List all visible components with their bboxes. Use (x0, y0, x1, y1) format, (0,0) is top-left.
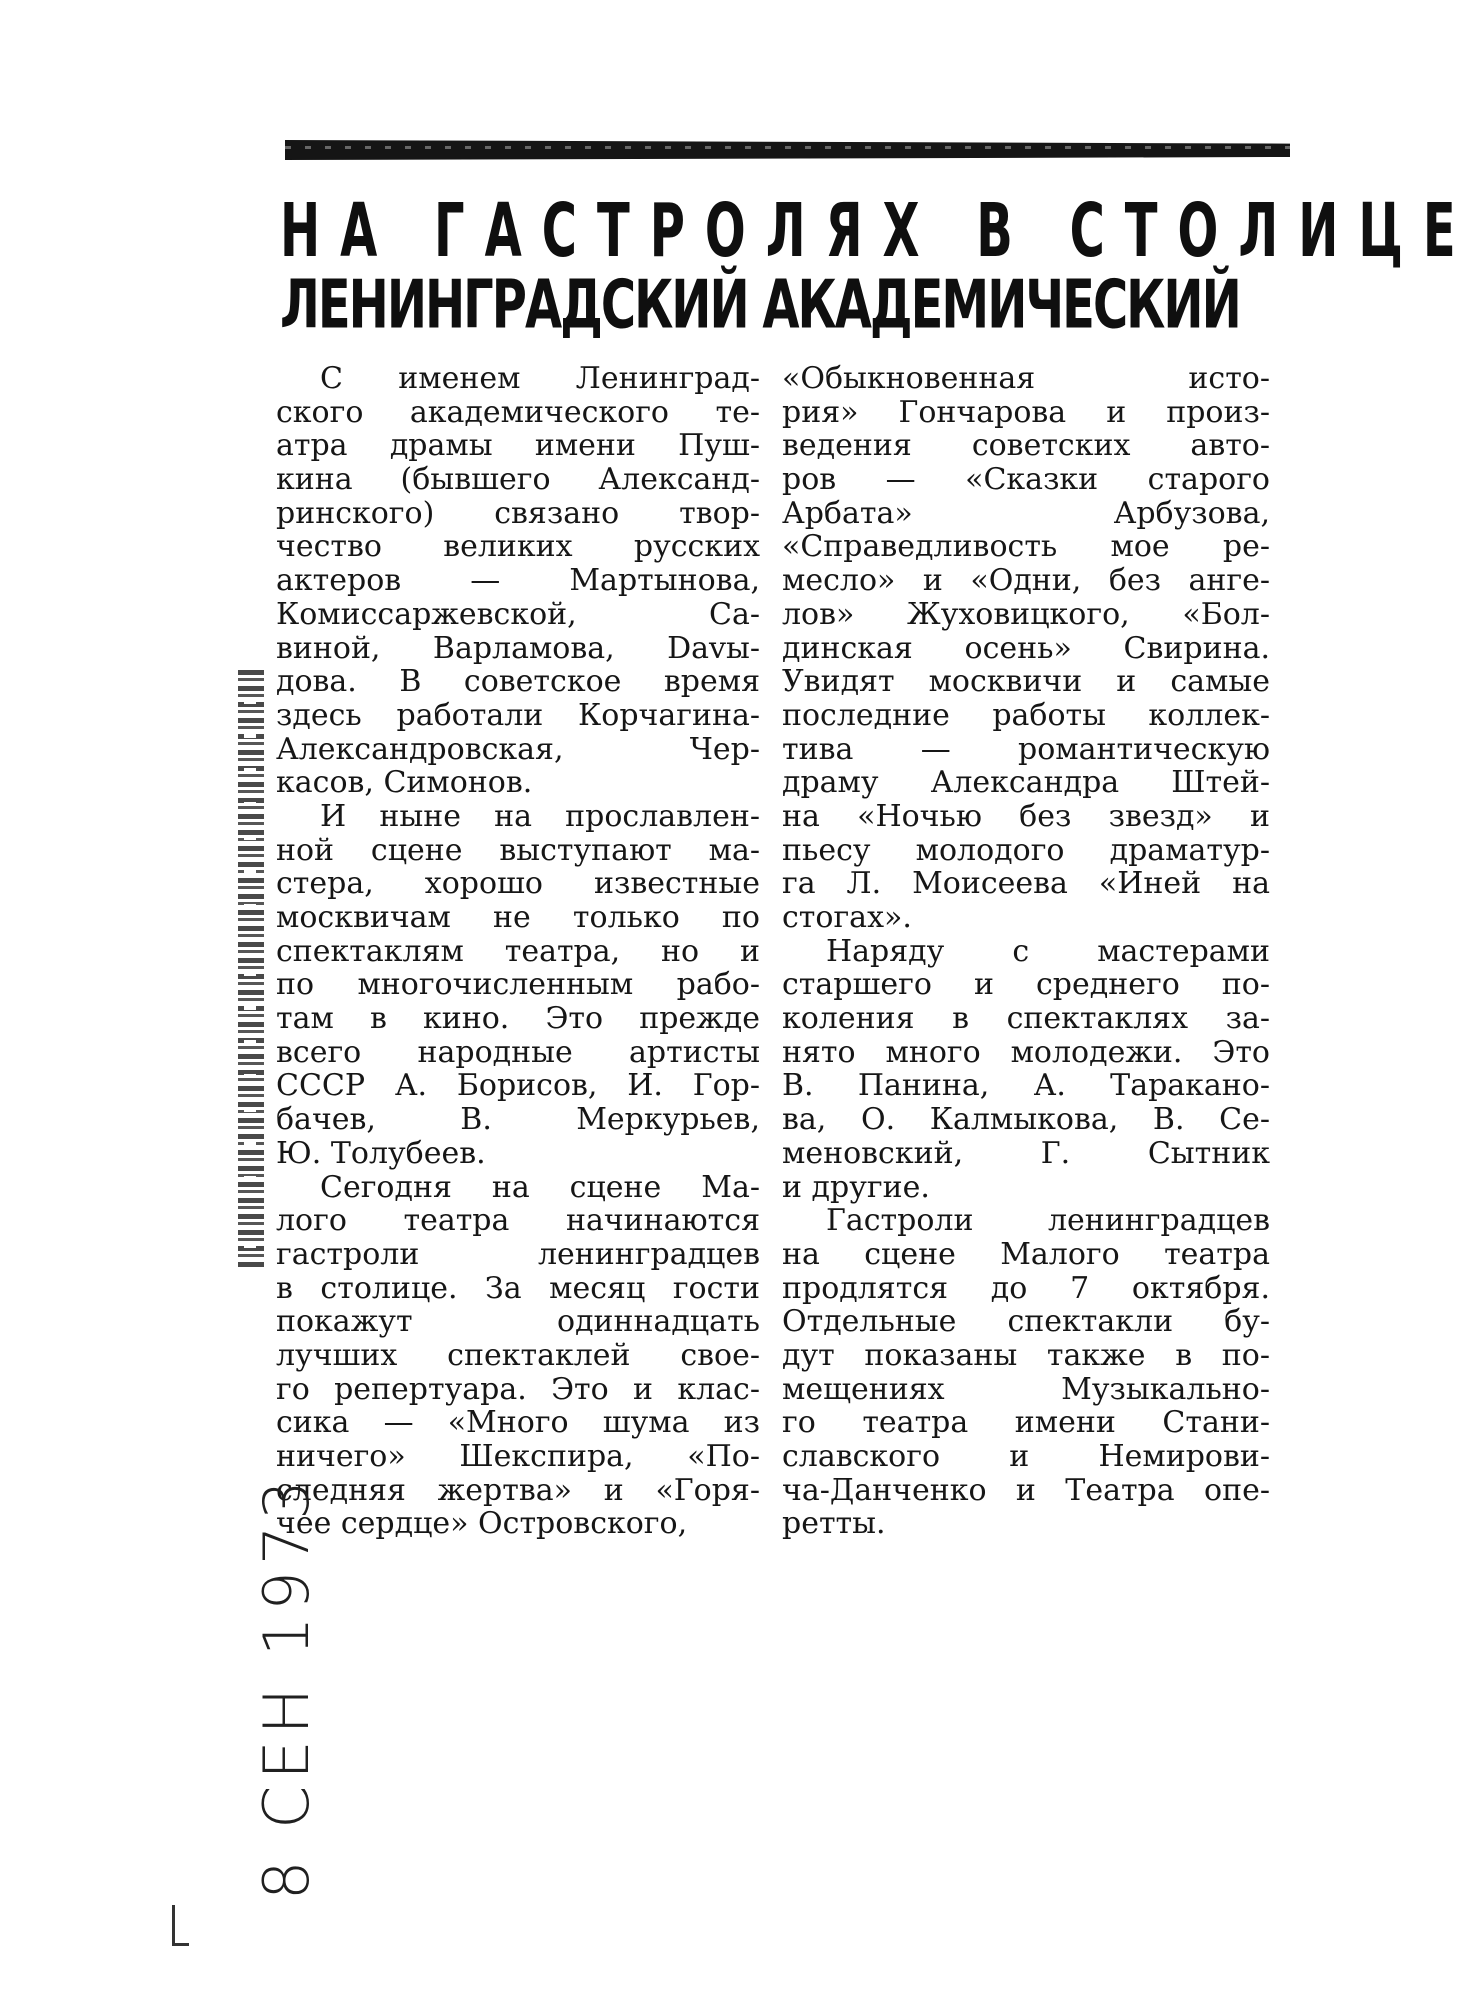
article-column-left (276, 362, 760, 1541)
article-line: Арбата» Арбузова, (782, 495, 1270, 531)
article-line: ва, О. Калмыкова, В. Се- (782, 1102, 1270, 1138)
archive-stamp-strip (238, 670, 264, 1270)
stamp-bracket (172, 1905, 189, 1946)
article-line: СССР А. Борисов, И. Гор- (276, 1068, 760, 1104)
article-line: здесь работали Корчагина- (276, 697, 760, 733)
article-line: и другие. (782, 1169, 930, 1205)
article-line: Александровская, Чер- (276, 731, 760, 767)
article-title: ЛЕНИНГРАДСКИЙ АКАДЕМИЧЕСКИЙ (280, 266, 1240, 345)
article-line: рия» Гончарова и произ- (782, 394, 1270, 430)
article-line: Гастроли ленинградцев (826, 1203, 1270, 1239)
article-line: Увидят москвичи и самые (782, 664, 1270, 700)
article-line: тива — романтическую (782, 731, 1270, 767)
article-line: актеров — Мартынова, (276, 563, 760, 599)
article-line: всего народные артисты (276, 1034, 760, 1070)
rubric-heading: НА ГАСТРОЛЯХ В СТОЛИЦЕ (280, 188, 1476, 275)
article-line: меновский, Г. Сытник (782, 1135, 1270, 1171)
article-line: ров — «Сказки старого (782, 462, 1270, 498)
article-line: «Обыкновенная исто- (782, 361, 1270, 396)
article-line: месло» и «Одни, без анге- (782, 563, 1270, 599)
article-line: С именем Ленинград- (320, 361, 760, 396)
article-line: В. Панина, А. Таракано- (782, 1068, 1270, 1104)
article-line: Отдельные спектакли бу- (782, 1304, 1270, 1340)
article-line: старшего и среднего по- (782, 967, 1270, 1003)
article-line: покажут одиннадцать (276, 1304, 760, 1340)
article-line: мещениях Музыкально- (782, 1371, 1270, 1407)
article-line: бачев, В. Меркурьев, (276, 1102, 760, 1138)
article-line: следняя жертва» и «Горя- (276, 1472, 760, 1508)
article-line: Ю. Толубеев. (276, 1135, 486, 1171)
article-line: москвичам не только по (276, 900, 760, 935)
article-line: касов, Симонов. (276, 765, 533, 801)
article-line: на сцене Малого театра (782, 1236, 1270, 1272)
article-line: динская осень» Свирина. (782, 630, 1270, 666)
article-line: го театра имени Стани- (782, 1405, 1270, 1441)
article-line: ведения советских авто- (782, 428, 1270, 464)
article-line: последние работы коллек- (782, 697, 1270, 733)
header-rule (285, 140, 1290, 160)
article-line: виной, Варламова, Davы- (276, 630, 760, 666)
article-line: спектаклям театра, но и (276, 933, 760, 969)
date-stamp: 8 СЕН 1973 (250, 1474, 323, 1900)
article-line: сика — «Много шума из (276, 1405, 760, 1441)
article-line: дова. В советское время (276, 664, 760, 700)
article-line: лов» Жуховицкого, «Бол- (782, 596, 1270, 632)
article-line: стогах». (782, 900, 912, 935)
article-line: по многочисленным рабо- (276, 967, 760, 1003)
article-line: га Л. Моисеева «Иней на (782, 866, 1270, 902)
article-column-right (782, 362, 1270, 1541)
article-line: в столице. За месяц гости (276, 1270, 760, 1306)
article-line: гастроли ленинградцев (276, 1236, 760, 1272)
article-line: ского академического те- (276, 394, 760, 430)
article-line: ча-Данченко и Театра опе- (782, 1472, 1270, 1508)
article-line: го репертуара. Это и клас- (276, 1371, 760, 1407)
article-line: славского и Немирови- (782, 1439, 1270, 1474)
article-line: драму Александра Штей- (782, 765, 1270, 801)
article-line: Комиссаржевской, Са- (276, 596, 760, 632)
article-line: чество великих русских (276, 529, 760, 565)
article-line: на «Ночью без звезд» и (782, 798, 1270, 834)
article-line: Сегодня на сцене Ма- (320, 1169, 760, 1205)
article-line: продлятся до 7 октября. (782, 1270, 1270, 1306)
article-line: пьесу молодого драматур- (782, 832, 1270, 868)
article-line: лучших спектаклей свое- (276, 1337, 760, 1373)
article-line: ринского) связано твор- (276, 495, 760, 531)
article-line: лого театра начинаются (276, 1203, 760, 1239)
article-line: дут показаны также в по- (782, 1337, 1270, 1373)
article-line: ной сцене выступают ма- (276, 832, 760, 868)
article-line: коления в спектаклях за- (782, 1001, 1270, 1037)
article-line: «Справедливость мое ре- (782, 529, 1270, 565)
article-line: атра драмы имени Пуш- (276, 428, 760, 464)
article-line: И ныне на прославлен- (320, 798, 760, 834)
article-line: кина (бывшего Александ- (276, 462, 760, 498)
article-line: стера, хорошо известные (276, 866, 760, 902)
article-line: ретты. (782, 1506, 886, 1542)
article-line: ничего» Шекспира, «По- (276, 1439, 760, 1474)
article-line: там в кино. Это прежде (276, 1001, 760, 1037)
article-line: Наряду с мастерами (826, 933, 1270, 969)
article-line: чее сердце» Островского, (276, 1506, 688, 1542)
article-line: нято много молодежи. Это (782, 1034, 1270, 1070)
